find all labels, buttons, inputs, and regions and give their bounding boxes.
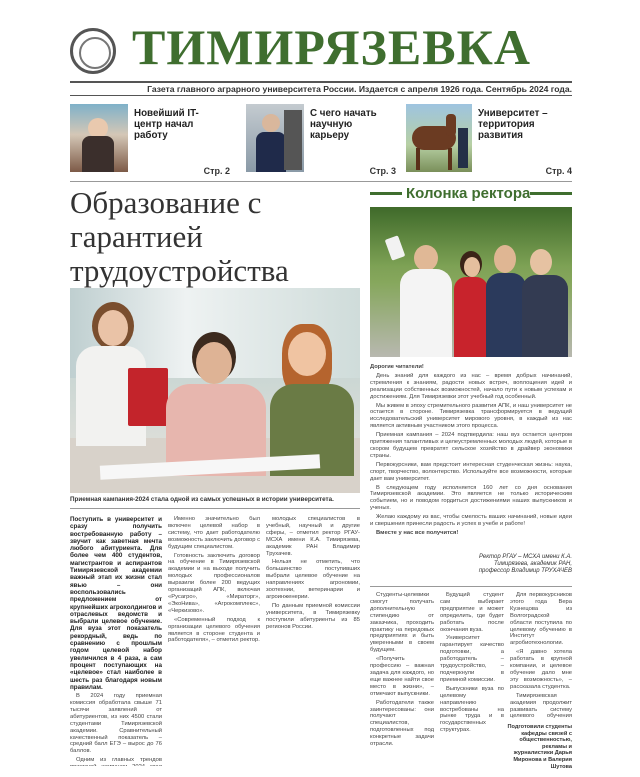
- article-paragraph: Для первокурсников этого года Вера Кузнецова из Волгоградской области поступила по целевому обучению в Институт агробиотехнологии.: [510, 592, 572, 647]
- article-paragraph: Готовность заключить договор на обучение в Тимирязевской академии и на выходе получить молодых профессионалов выразили более 200 ведущих организаций АПК, включая «Русагро», «Мираторг», «ЭкоНива», «Агрокомплекс», «Черкизово».: [168, 552, 260, 614]
- article-column-3: [266, 516, 360, 766]
- article-paragraph: «Современный подход к организации целевого обучения является в стороне студента и работодателя», – отметил ректор.: [168, 616, 260, 644]
- article-column-4: [370, 592, 434, 766]
- article-column-6: [510, 592, 572, 720]
- teaser-title: Университет – территория развития: [478, 108, 548, 141]
- article-column-2: [168, 516, 260, 766]
- article-paragraph: По данным приемной комиссии университета, в Тимирязевку поступили абитуриенты из 85 регионов России.: [266, 602, 360, 630]
- rector-column-bar-left: [370, 192, 402, 195]
- article-paragraph: Одним из главных трендов: [76, 757, 162, 764]
- article-paragraph: «Получить профессию – важная задача для каждого, но еще важнее найти свое место в жизни», – отмечают выпускники.: [370, 656, 434, 697]
- rector-signature: Ректор РГАУ – МСХА имени К.А. Тимирязева, академик РАН, профессор Владимир ТРУХАЧЕВ: [478, 554, 572, 574]
- teaser-development[interactable]: [406, 104, 572, 176]
- article-column-1: [70, 516, 162, 766]
- university-seal-icon: [70, 28, 116, 74]
- teaser-photo: [70, 104, 128, 172]
- rector-column-text: [370, 364, 572, 539]
- teaser-photo: [246, 104, 304, 172]
- rector-paragraph: День знаний для каждого из нас – время добрых начинаний, стремления к знаниям, радости новых встреч, воплощения идей и реализации собственных возможностей, начало пути к новым успехам и достижениям. Для Тимирязевки этот учебный год особенный.: [370, 372, 572, 400]
- photo-caption: Приемная кампания-2024 стала одной из самых успешных в истории университета.: [70, 496, 334, 503]
- article-lead: Поступить в университет и сразу получить востребованную работу – звучит как заветная мечта любого абитуриента. Для более чем 400 студентов, магистрантов и аспирантов Тимирязевской академии важный этап их жизни стал явью – они воспользовались предложением от крупнейших агрохолдингов и отраслевых ведомств и выбрали целевое обучение. Для вуза этот показатель рекордный, ведь по сравнению с прошлым годом целевой набор увеличился в 4 раза, а сам процент поступающих на «целевое» стал наиболее в шесть раз благодаря новым правилам.: [70, 516, 162, 691]
- teaser-title: С чего начать научную карьеру: [310, 108, 377, 141]
- teaser-page: Стр. 4: [545, 166, 572, 176]
- main-photo: [70, 288, 360, 493]
- teaser-it-center[interactable]: [70, 104, 230, 176]
- teaser-page: Стр. 3: [369, 166, 396, 176]
- rector-column-bar-right: [530, 192, 572, 195]
- article-paragraph: Студенты-целевики смогут получать дополнительную стипендию от заказчика, проходить практику на передовых предприятиях и быть уверенными в своем будущем.: [370, 592, 434, 654]
- article-paragraph: молодых специалистов в учебный, научный и другие сферы, – отметил ректор РГАУ-МСХА имени К.А. Тимирязева, академик РАН Владимир Трухачев.: [266, 516, 360, 557]
- article-paragraph: В 2024 году приемная комиссия обработала свыше 71 тысячи заявлений от абитуриентов, из них 4500 стали студентами Тимирязевской академии. Сравнительный качественный показатель – средний балл ЕГЭ – вырос до 76 баллов.: [70, 693, 162, 755]
- tagline-rule: [70, 95, 572, 96]
- teaser-title: Новейший IT-центр начал работу: [134, 108, 199, 141]
- rector-paragraph: Мы живем в эпоху стремительного развития АПК, и наш университет не остается в стороне. Тимирязевка трансформируется в ведущий исследовательский университет мирового уровня, в каждый из нас является активным участником этого процесса.: [370, 402, 572, 430]
- rector-paragraph: Первокурсники, вам предстоит интересная студенческая жизнь: наука, спорт, творчество, волонтерство. Используйте все возможности, которые дает вам университет.: [370, 461, 572, 482]
- rector-paragraph: Приемная кампания – 2024 подтвердила: наш вуз остается центром притяжения талантливых и целеустремленных молодых людей, которые в скором будущем превратят сельское хозяйство в драйвер экономики страны.: [370, 432, 572, 459]
- teaser-rule: [70, 181, 572, 182]
- column-divider: [370, 586, 572, 587]
- teaser-photo: [406, 104, 472, 172]
- article-paragraph: Выпускники вуза по целевому направлению востребованы на рынке труда и в государственных структурах.: [440, 685, 504, 734]
- article-paragraph: Будущий студент сам выбирает предприятие и может определить, где будет работать после окончания вуза.: [440, 592, 504, 633]
- article-paragraph: Именно значительно был включен целевой набор в систему, что дает работодателю возможность заключить договор с будущим специалистом.: [168, 516, 260, 550]
- rector-paragraph: Желаю каждому из вас, чтобы смелость ваших начинаний, новые идеи и свершения принесли радость и успех в учебе и работе!: [370, 514, 572, 528]
- rector-photo: [370, 207, 572, 357]
- article-column-5: [440, 592, 504, 766]
- rector-greeting: Дорогие читатели!: [370, 364, 424, 370]
- article-paragraph: Университет гарантирует качество подготовки, а работодатель – трудоустройство, – подчеркнули в приемной комиссии.: [440, 635, 504, 683]
- article-paragraph: Тимирязевская академия продолжит развивать систему целевого обучения: [510, 692, 572, 720]
- masthead-tagline: Газета главного аграрного университета России. Издается с апреля 1926 года. Сентябрь 2024 года.: [147, 84, 572, 94]
- caption-rule: [70, 508, 360, 509]
- article-paragraph: «Я давно хотела работать в крупной компании, и целевое обучение дало мне эту возможность», – рассказала студентка.: [510, 649, 572, 690]
- article-paragraph: Работодатели также заинтересованы: они получают специалистов, подготовленных под конкретные задачи отрасли.: [370, 699, 434, 748]
- rector-column-title: Колонка ректора: [406, 185, 531, 202]
- article-paragraph: Нельзя не отметить, что большинство поступивших выбрали целевое обучение на направлениях агрономии, зоотехнии, ветеринарии и агроинженерии.: [266, 559, 360, 600]
- newspaper-title: ТИМИРЯЗЕВКА: [132, 19, 531, 75]
- teaser-science[interactable]: [246, 104, 396, 176]
- article-credit: Подготовили студенты кафедры связей с общественностью, рекламы и журналистики Дарья Миронова и Валерия Шутова: [507, 724, 572, 770]
- rector-paragraph: В следующем году исполняется 160 лет со дня основания Тимирязевской академии. Это является не только историческим событием, но и поводом гордиться достижениями наших выпускников и ученых.: [370, 484, 572, 512]
- masthead-rule: [70, 81, 572, 83]
- rector-closing: Вместе у нас все получится!: [376, 529, 459, 536]
- teaser-page: Стр. 2: [203, 166, 230, 176]
- main-headline: Образование с гарантией трудоустройства: [70, 185, 289, 288]
